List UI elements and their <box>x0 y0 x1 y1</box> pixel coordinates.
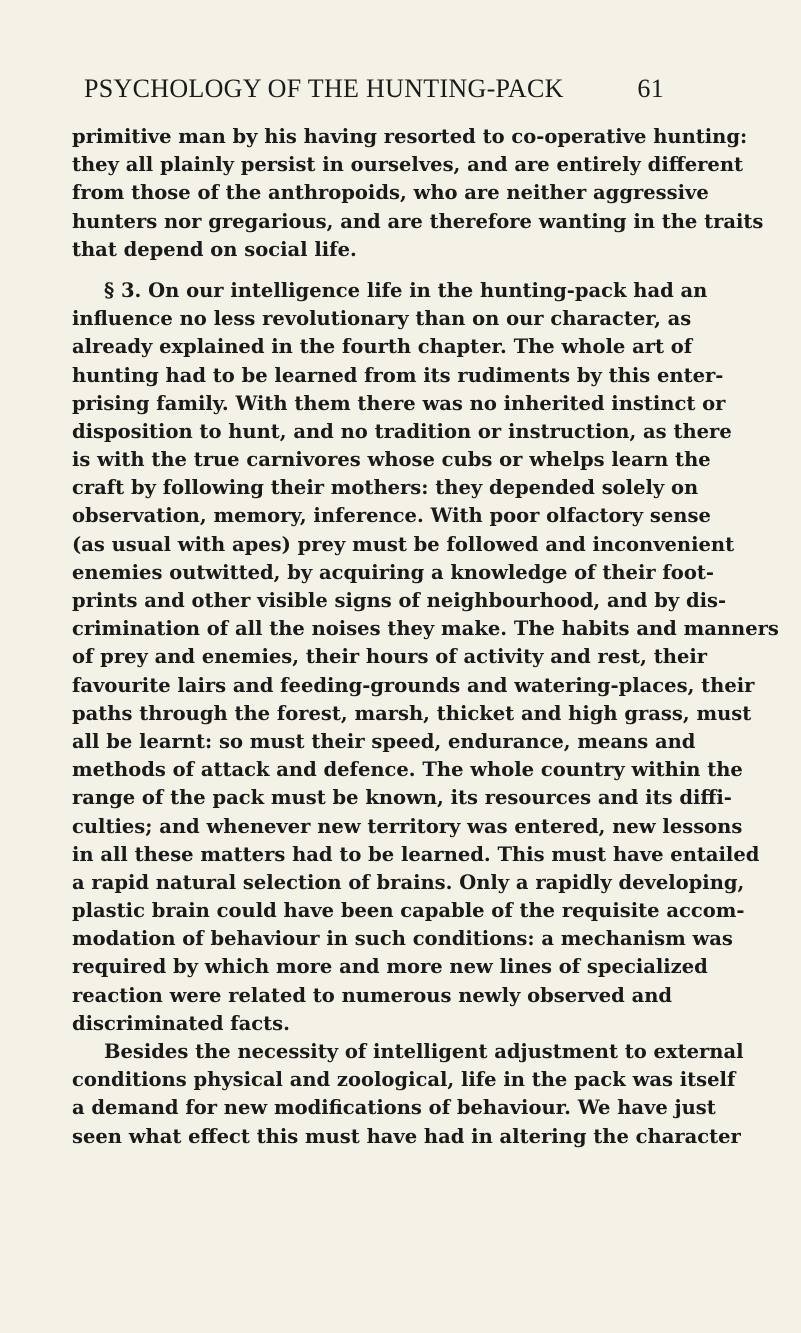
text-line: methods of attack and defence. The whole country within the <box>72 758 743 782</box>
paragraph-3 <box>72 1038 744 1151</box>
text-line: a rapid natural selection of brains. Only a rapidly developing, <box>72 870 745 894</box>
running-head <box>84 74 664 104</box>
text-line: enemies outwitted, by acquiring a knowledge of their foot- <box>72 560 714 584</box>
text-line: modation of behaviour in such conditions: a mechanism was <box>72 927 733 951</box>
text-line: influence no less revolutionary than on our character, as <box>72 307 692 331</box>
text-line: that depend on social life. <box>72 237 357 261</box>
text-line: they all plainly persist in ourselves, and are entirely different <box>72 153 743 177</box>
text-line: primitive man by his having resorted to co-operative hunting: <box>72 125 748 148</box>
text-line: disposition to hunt, and no tradition or instruction, as there <box>72 419 732 443</box>
text-line: plastic brain could have been capable of the requisite accom- <box>72 899 745 923</box>
text-line: hunters nor gregarious, and are therefore wanting in the traits <box>72 209 764 233</box>
text-line: in all these matters had to be learned. This must have entailed <box>72 842 760 866</box>
text-line: favourite lairs and feeding-grounds and watering-places, their <box>72 673 755 697</box>
text-line: prints and other visible signs of neighbourhood, and by dis- <box>72 589 727 612</box>
text-line: discriminated facts. <box>72 1011 290 1035</box>
text-line: crimination of all the noises they make. The habits and manners <box>72 617 779 641</box>
text-line: reaction were related to numerous newly observed and <box>72 983 673 1007</box>
text-line: seen what effect this must have had in altering the character <box>72 1124 741 1148</box>
text-line: hunting had to be learned from its rudiments by this enter- <box>72 363 724 387</box>
text-line: a demand for new modifications of behaviour. We have just <box>72 1096 716 1120</box>
text-line: all be learnt: so must their speed, endurance, means and <box>72 729 696 753</box>
paragraph-spacer <box>72 264 672 277</box>
text-line: observation, memory, inference. With poor olfactory sense <box>72 504 711 528</box>
text-line: range of the pack must be known, its resources and its diffi- <box>72 786 732 810</box>
paragraph-2 <box>72 277 779 1038</box>
page-number: 61 <box>637 74 664 103</box>
text-line: craft by following their mothers: they depended solely on <box>72 476 699 500</box>
paragraph-opening-line: Besides the necessity of intelligent adjustment to external <box>104 1040 744 1063</box>
text-line: prising family. With them there was no inherited instinct or <box>72 391 726 415</box>
text-line: culties; and whenever new territory was entered, new lessons <box>72 814 743 838</box>
paragraph-1 <box>72 123 764 264</box>
text-line: conditions physical and zoological, life in the pack was itself <box>72 1068 736 1092</box>
running-title: PSYCHOLOGY OF THE HUNTING-PACK <box>84 74 564 103</box>
body-text <box>72 123 779 1151</box>
text-line: is with the true carnivores whose cubs or whelps learn the <box>72 448 711 472</box>
text-line: (as usual with apes) prey must be followed and inconvenient <box>72 532 735 556</box>
text-line: from those of the anthropoids, who are neither aggressive <box>72 181 709 205</box>
text-line: of prey and enemies, their hours of activity and rest, their <box>72 645 708 669</box>
text-line: required by which more and more new lines of specialized <box>72 955 708 979</box>
section-opening-line: § 3. On our intelligence life in the hunting-pack had an <box>104 278 708 302</box>
text-line: already explained in the fourth chapter. The whole art of <box>72 335 693 359</box>
text-line: paths through the forest, marsh, thicket and high grass, must <box>72 701 752 725</box>
